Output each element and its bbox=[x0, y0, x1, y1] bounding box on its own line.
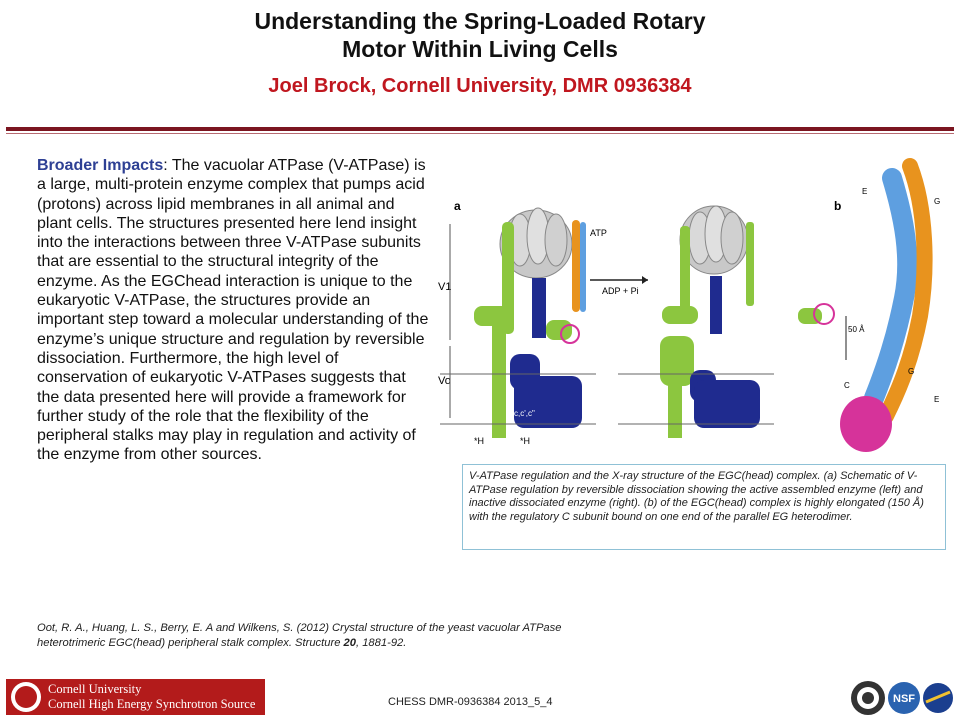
cornell-chess-logo bbox=[6, 679, 265, 715]
dissoc-d bbox=[710, 276, 722, 334]
broader-impacts-label: Broader Impacts bbox=[37, 157, 164, 174]
citation-volume: 20 bbox=[343, 637, 356, 649]
citation bbox=[37, 621, 627, 651]
citation-pages: , 1881-92. bbox=[355, 637, 407, 649]
panel-a-label: a bbox=[454, 199, 461, 213]
vo-label: Vo bbox=[438, 375, 451, 387]
partner-logos bbox=[846, 678, 956, 718]
subunit-a2 bbox=[545, 214, 567, 266]
doe-logo-icon bbox=[923, 683, 953, 713]
broader-impacts-paragraph bbox=[37, 156, 429, 465]
scale-label: 50 Å bbox=[848, 325, 865, 334]
cornell-logo-line1: Cornell University bbox=[48, 682, 142, 696]
divider-rule bbox=[6, 127, 954, 131]
subunit-d bbox=[532, 278, 546, 338]
nsf-logo-icon bbox=[888, 682, 920, 714]
swirl-logo-icon bbox=[851, 681, 885, 715]
panel-b-label: b bbox=[834, 199, 842, 213]
slide-title-line2: Motor Within Living Cells bbox=[342, 36, 618, 62]
g-nt-label: G bbox=[908, 367, 915, 376]
dissoc-h bbox=[662, 306, 698, 324]
c-ring bbox=[514, 376, 582, 428]
subunit-a-stalk bbox=[492, 320, 506, 438]
stalk-blue bbox=[580, 222, 586, 312]
e-nt-label: E bbox=[934, 395, 940, 404]
dissoc-a2 bbox=[721, 212, 743, 264]
adp-label: ADP + Pi bbox=[602, 286, 639, 296]
stalk-orange bbox=[572, 220, 580, 312]
v-atpase-figure bbox=[434, 148, 956, 460]
dissociated-enzyme bbox=[618, 206, 834, 438]
c-ring-label: c,c',c" bbox=[514, 409, 535, 418]
divider-rule-thin bbox=[6, 133, 954, 134]
dissoc-a-nt bbox=[660, 336, 694, 386]
e-dt-label: E bbox=[862, 187, 868, 196]
broader-impacts-text: : The vacuolar ATPase (V-ATPase) is a large, multi-protein enzyme complex that pumps acid (protons) across lipid membranes in all animal and plant cells. The structures presented here lend insight into the interactions between three V-ATPase subunits that are essential to the structural integrity of the enzyme. As the EGChead interaction is unique to the eukaryotic V-ATPase, the structures provide an important step toward a molecular understanding of the enzyme’s unique structure and regulation by reversible dissociation. Furthermore, the high level of conservation of eukaryotic V-ATPases suggests that the data presented here will provide a framework for further study of the role that the flexibility of the peripheral stalks may play in regulation and activity of the enzyme from other sources. bbox=[37, 157, 429, 464]
v1-label: V1 bbox=[438, 281, 452, 293]
proton-label-left: *H bbox=[474, 436, 485, 446]
dissoc-a-ct bbox=[668, 384, 682, 438]
subunit-c-nk bbox=[546, 320, 572, 340]
cornell-logo-line2: Cornell High Energy Synchrotron Source bbox=[48, 697, 256, 711]
c-head-label: C bbox=[844, 381, 850, 390]
author-line: Joel Brock, Cornell University, DMR 0936384 bbox=[268, 75, 692, 97]
figure-caption: V-ATPase regulation and the X-ray structure of the EGC(head) complex. (a) Schematic of V-ATPase regulation by reversible dissociation showing the active assembled enzyme (left) and inactive dissociated enzyme (right). (b) of the EGC(head) complex is highly elongated (150 Å) with the regulatory C subunit bound on one end of the parallel EG heterodimer. bbox=[462, 464, 946, 550]
assembled-enzyme bbox=[440, 208, 648, 446]
slide-title-line1: Understanding the Spring-Loaded Rotary bbox=[254, 8, 706, 34]
subunit-h-nt bbox=[474, 306, 514, 326]
atp-label: ATP bbox=[590, 228, 607, 238]
egc-structure bbox=[840, 166, 940, 452]
reaction-arrowhead bbox=[642, 276, 648, 284]
dissoc-c-ring bbox=[694, 380, 760, 428]
footer-text: CHESS DMR-0936384 2013_5_4 bbox=[388, 696, 553, 708]
citation-text: Oot, R. A., Huang, L. S., Berry, E. A and Wilkens, S. (2012) Crystal structure of the yeast vacuolar ATPase heterotrimeric EGC(head) peripheral stalk complex. Structure bbox=[37, 622, 562, 649]
proton-label-right: *H bbox=[520, 436, 531, 446]
g-dt-label: G bbox=[934, 197, 941, 206]
cornell-seal-icon bbox=[11, 682, 41, 712]
c-head-domain bbox=[840, 396, 892, 452]
dissoc-stalk-g bbox=[746, 222, 754, 306]
nsf-logo-text: NSF bbox=[893, 693, 915, 705]
